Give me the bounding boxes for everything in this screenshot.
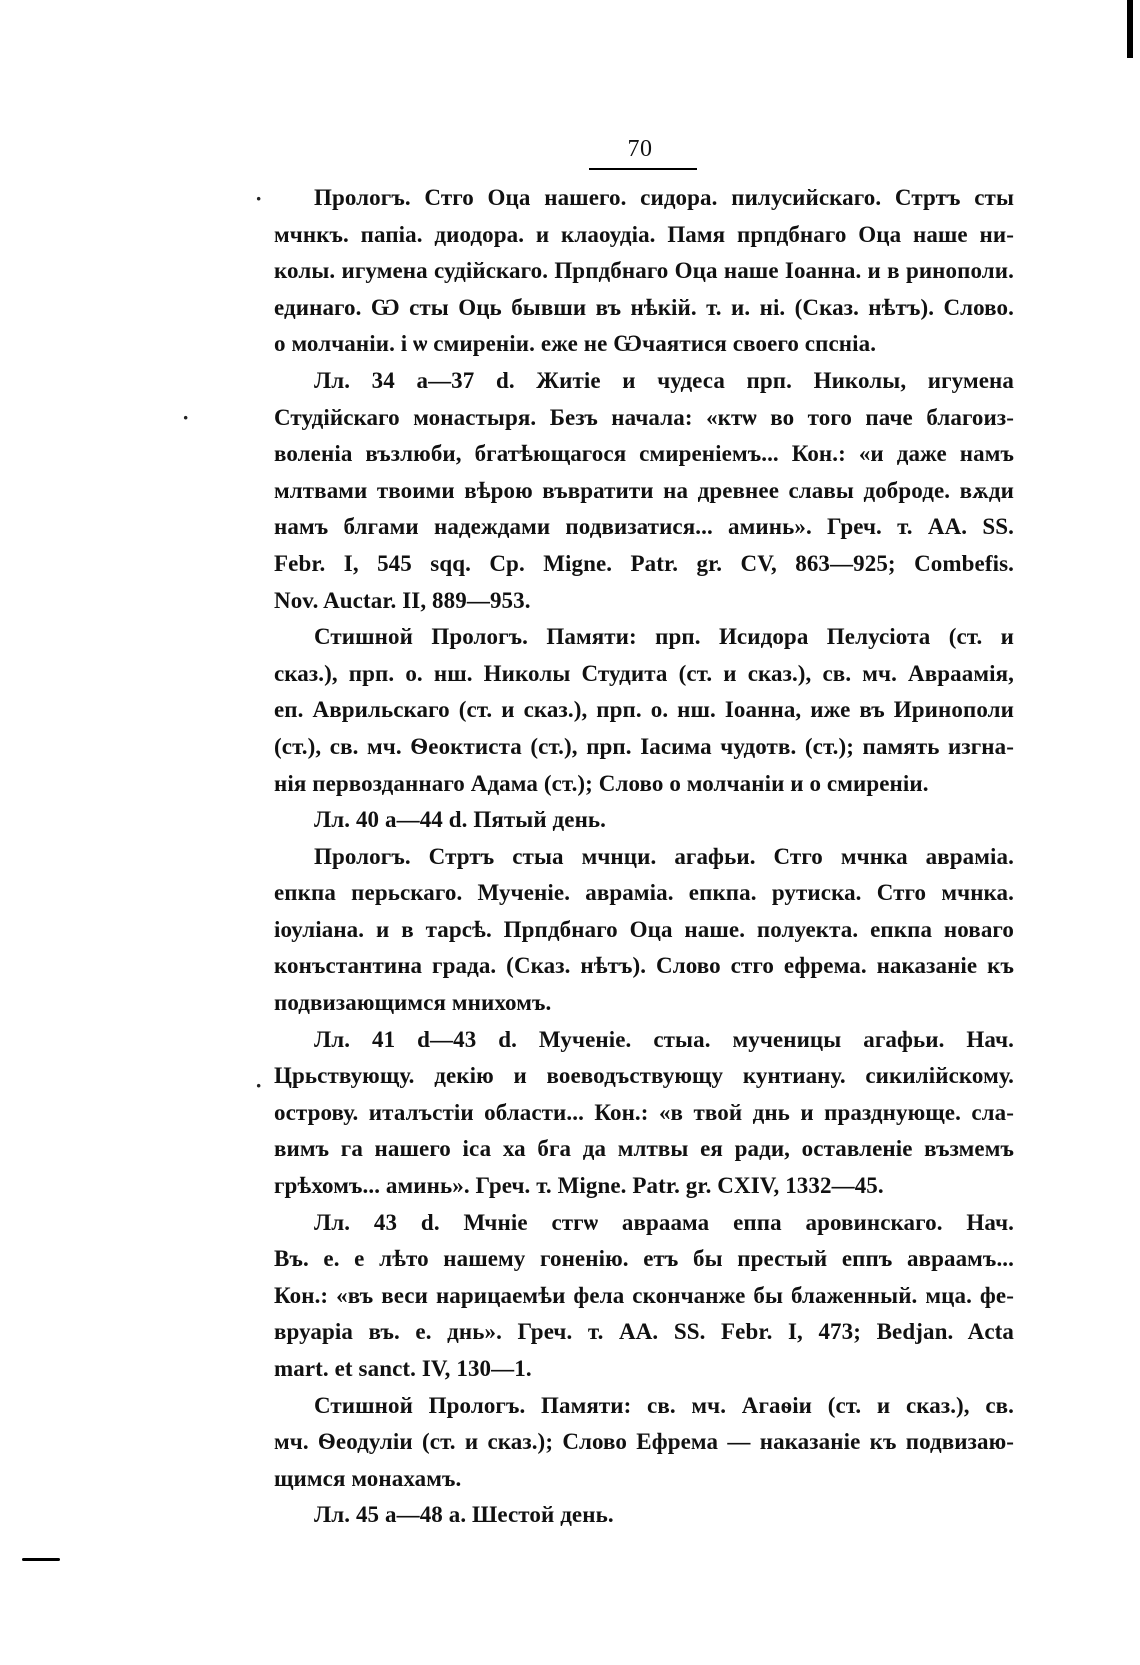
margin-dot: · [182, 405, 190, 430]
text-line: грѣхомъ... аминь». Греч. т. Migne. Patr. gr. CXIV, 1332—45. [274, 1173, 884, 1199]
text-line: Лл. 43 d. Мчніе стгѡ авраама еппа аровинскаго. Нач. [314, 1209, 1014, 1235]
text-line: Лл. 45 а—48 а. Шестой день. [314, 1502, 614, 1528]
body-text [274, 180, 1014, 1534]
text-line: подвизающимся мнихомъ. [274, 990, 552, 1016]
text-line: Прологъ. Стго Оца нашего. сидора. пилусийскаго. Стртъ сты [314, 185, 1014, 210]
text-line: вимъ га нашего іса ха бга да млтвы ея ради, оставленіе възмемъ [274, 1136, 1014, 1162]
scan-edge-mark [22, 1558, 60, 1561]
text-line: Nov. Auctar. II, 889—953. [274, 587, 531, 613]
margin-dot: · [255, 1073, 263, 1098]
scan-edge-bar [1127, 0, 1133, 58]
text-line: сказ.), прп. о. нш. Николы Студита (ст. и сказ.), св. мч. Авраамія, [274, 660, 1014, 686]
text-line: вруаріа въ. е. днь». Греч. т. АА. SS. Febr. I, 473; Bedjan. Acta [274, 1319, 1014, 1345]
text-line: колы. игумена судійскаго. Прпдбнаго Оца наше Іоанна. и в ринополи. [274, 258, 1014, 284]
text-line: намъ блгами надеждами подвизатися... аминь». Греч. т. АА. SS. [274, 514, 1014, 540]
text-line: епкпа перьскаго. Мученіе. авраміа. епкпа. рутиска. Стго мчнка. [274, 880, 1014, 906]
text-line: Црьствующу. декію и воеводъствующу кунтиану. сикилійскому. [274, 1063, 1014, 1089]
page-number-underline [589, 168, 697, 170]
text-line: іоуліана. и в тарсѣ. Прпдбнаго Оца наше. полуекта. епкпа новаго [274, 916, 1014, 942]
text-line: Прологъ. Стртъ стыа мчнци. агафьи. Стго мчнка авраміа. [314, 843, 1014, 869]
text-line: еп. Аврильскаго (ст. и сказ.), прп. о. нш. Іоанна, иже въ Иринополи [274, 697, 1014, 723]
page-number: 70 [627, 136, 653, 162]
margin-dot: · [255, 186, 263, 211]
text-line: единаго. Ѡ сты Оць бывши въ нѣкій. т. и. ні. (Сказ. нѣтъ). Слово. [274, 294, 1014, 320]
text-line: Лл. 41 d—43 d. Мученіе. стыа. мученицы агафьи. Нач. [314, 1026, 1014, 1052]
text-line: Стишной Прологъ. Памяти: прп. Исидора Пелусіота (ст. и [314, 624, 1014, 650]
text-line: конъстантина града. (Сказ. нѣтъ). Слово стго ефрема. наказаніе къ [274, 953, 1014, 979]
text-line: мч. Ѳеодуліи (ст. и сказ.); Слово Ефрема — наказаніе къ подвизаю- [274, 1429, 1014, 1455]
text-line: воленіа възлюби, бгатѣющагося смиреніемъ... Кон.: «и даже намъ [274, 441, 1014, 467]
text-line: о молчаніи. і ѡ смиреніи. еже не Ѡчаятися своего спсніа. [274, 331, 877, 357]
text-line: Лл. 34 а—37 d. Житіе и чудеса прп. Николы, игумена [314, 367, 1014, 393]
text-line: mart. et sanct. IV, 130—1. [274, 1356, 532, 1381]
text-line: щимся монахамъ. [274, 1465, 462, 1491]
text-line: млтвами твоими вѣрою въвратити на древнее славы доброде. вѫди [274, 477, 1014, 503]
text-line: Febr. I, 545 sqq. Ср. Migne. Patr. gr. CV, 863—925; Combefis. [274, 550, 1014, 576]
text-line: Стишной Прологъ. Памяти: св. мч. Агаѳіи (ст. и сказ.), св. [314, 1392, 1014, 1418]
text-line: мчнкъ. папіа. диодора. и клаоудіа. Памя прпдбнаго Оца наше ни- [274, 221, 1014, 247]
text-line: (ст.), св. мч. Ѳеоктиста (ст.), прп. Іасима чудотв. (ст.); память изгна- [274, 733, 1014, 759]
text-line: Лл. 40 а—44 d. Пятый день. [314, 807, 607, 833]
text-line: острову. италъстіи области... Кон.: «в твой днь и празднующе. сла- [274, 1099, 1014, 1125]
text-line: Кон.: «въ веси нарицаемѣи фела скончанже бы блаженный. мца. фе- [274, 1282, 1014, 1308]
text-line: нія первозданнаго Адама (ст.); Слово о молчаніи и о смиреніи. [274, 770, 929, 796]
text-line: Въ. е. е лѣто нашему гоненію. етъ бы престый еппъ авраамъ... [274, 1246, 1014, 1272]
text-line: Студійскаго монастыря. Безъ начала: «ктѡ во того паче благоиз- [274, 404, 1014, 430]
